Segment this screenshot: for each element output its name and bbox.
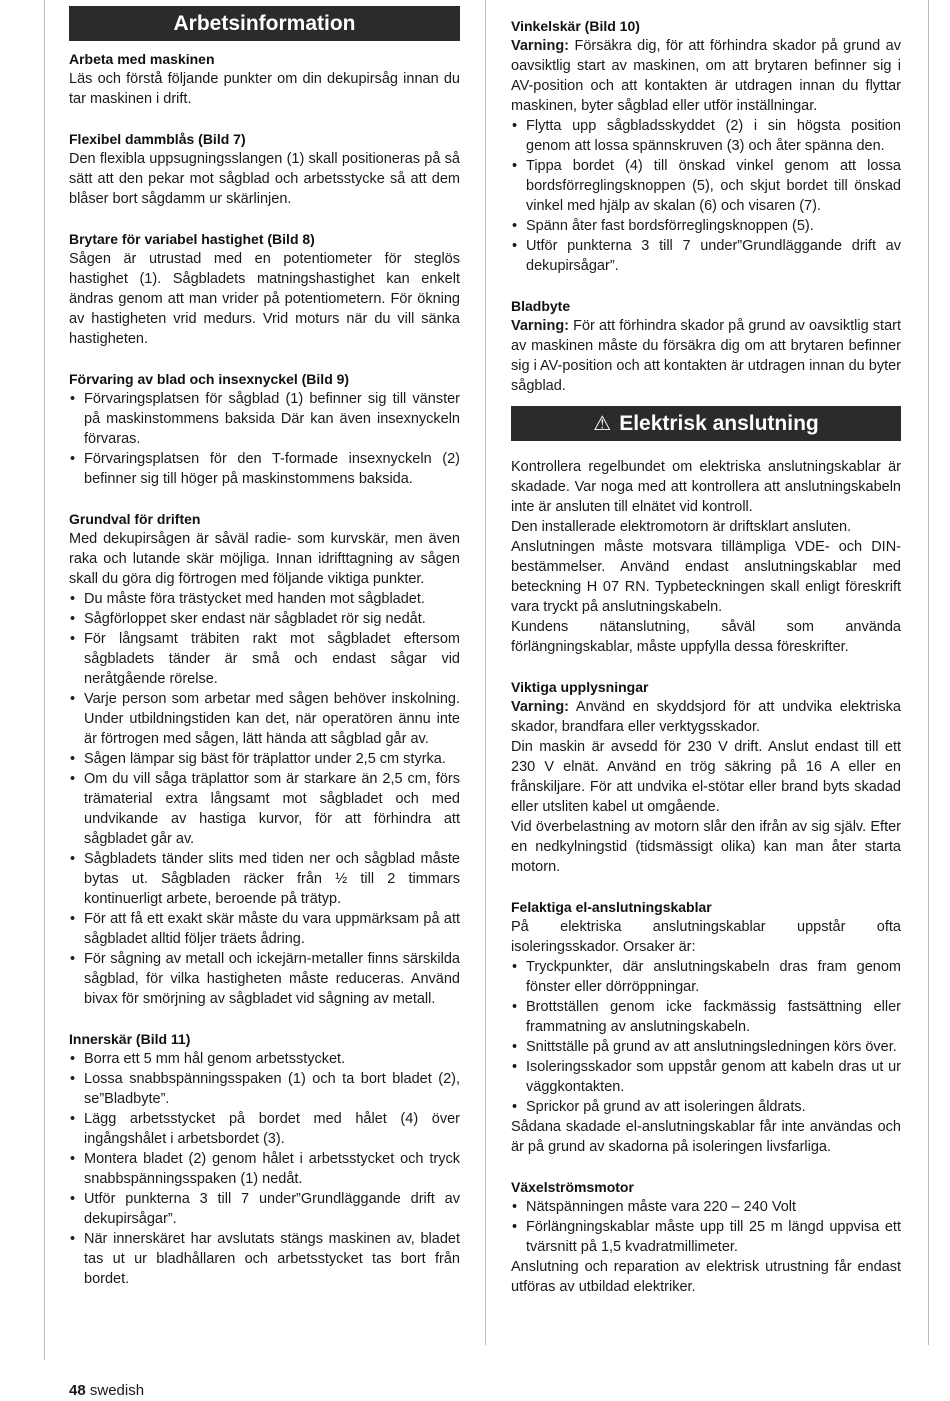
- section-felaktiga-kablar: [511, 897, 901, 1157]
- bullet-list: [511, 957, 901, 1117]
- list-item: • Lossa snabbspänningsspaken (1) och ta bort bladet (2), se”Bladbyte”.: [69, 1069, 460, 1109]
- paragraph: Med dekupirsågen är såväl radie- som kurvskär, men även raka och lutande skär möjliga. Innan idrifttagning av sågen skall du göra dig förtrogen med följande viktiga punkter.: [69, 531, 460, 587]
- warning-text: Använd en skyddsjord för att undvika elektriska skador, brandfara eller verktygsskador.: [511, 699, 901, 735]
- list-item: • Sågförloppet sker endast när sågbladet rör sig nedåt.: [69, 609, 460, 629]
- section-heading: Viktiga upplysningar: [511, 679, 649, 695]
- section-banner-arbetsinformation: [69, 6, 460, 41]
- list-item: • För långsamt träbiten rakt mot sågbladet eftersom sågbladets tänder är små och endast sågar vid neråtgående rörelse.: [69, 629, 460, 689]
- page-footer: [69, 1381, 144, 1401]
- paragraph: Sådana skadade el-anslutningskablar får inte användas och är på grund av skadorna på isoleringen livsfarliga.: [511, 1119, 901, 1155]
- section-heading: Flexibel dammblås (Bild 7): [69, 131, 246, 147]
- list-item: • Nätspänningen måste vara 220 – 240 Volt: [511, 1197, 901, 1217]
- section-banner-elektrisk-anslutning: [511, 406, 901, 441]
- paragraph: Kundens nätanslutning, såväl som använda förlängningskablar, måste uppfylla dessa föreskrifter.: [511, 619, 901, 655]
- bullet-list: [69, 589, 460, 1009]
- left-column: [69, 6, 460, 1289]
- list-item: • Förvaringsplatsen för sågblad (1) befinner sig till vänster på maskinstommens baksida Där kan även insexnyckeln förvaras.: [69, 389, 460, 449]
- warning-paragraph: [511, 36, 901, 116]
- section-heading: Innerskär (Bild 11): [69, 1031, 191, 1047]
- section-heading: Felaktiga el-anslutningskablar: [511, 899, 712, 915]
- left-margin-rule: [44, 0, 45, 1360]
- warning-label: Varning:: [511, 38, 570, 54]
- section-viktiga-upplysningar: [511, 677, 901, 877]
- bullet-list: [511, 116, 901, 276]
- list-item: • Sågbladets tänder slits med tiden ner och sågblad måste bytas ut. Sågbladen räcker från ½ till 2 timmars kontinuerligt arbete, beroende på trätyp.: [69, 849, 460, 909]
- paragraph: Anslutning och reparation av elektrisk utrustning får endast utföras av utbildad elektriker.: [511, 1259, 901, 1295]
- section-heading: Växelströmsmotor: [511, 1179, 634, 1195]
- list-item: • Montera bladet (2) genom hålet i arbetsstycket och tryck snabbspänningsspaken (1) nedåt.: [69, 1149, 460, 1189]
- list-item: • Tippa bordet (4) till önskad vinkel genom att lossa bordsförreglingsknoppen (5), och skjut bordet till önskad vinkel med hjälp av skalan (6) och visaren (7).: [511, 156, 901, 216]
- section-heading: Grundval för driften: [69, 511, 201, 527]
- list-item: • Utför punkterna 3 till 7 under”Grundläggande drift av dekupirsågar”.: [511, 236, 901, 276]
- paragraph: På elektriska anslutningskablar uppstår ofta isoleringsskador. Orsaker är:: [511, 919, 901, 955]
- section-brytare-variabel-hastighet: [69, 229, 460, 349]
- section-heading: Arbeta med maskinen: [69, 51, 215, 67]
- paragraph: Vid överbelastning av motorn slår den ifrån av sig själv. Efter en nedkylningstid (tidsmässigt olika) kan man åter starta motorn.: [511, 819, 901, 875]
- right-margin-rule: [928, 0, 929, 1345]
- warning-text: För att förhindra skador på grund av oavsiktlig start av maskinen måste du försäkra dig om att brytaren befinner sig i AV-position och att kontakten är utdragen innan du byter sågblad.: [511, 318, 901, 394]
- paragraph: Sågen är utrustad med en potentiometer för steglös hastighet (1). Sågbladets matningshastighet kan enkelt ändras genom att man vrider på potentiometern. För ökning av hastigheten vrid medurs. Vrid moturs när du vill sänka hastigheten.: [69, 251, 460, 347]
- warning-label: Varning:: [511, 318, 570, 334]
- section-heading: Vinkelskär (Bild 10): [511, 18, 640, 34]
- section-flexibel-dammblas: [69, 129, 460, 209]
- column-divider: [485, 0, 486, 1345]
- section-innerskar: [69, 1029, 460, 1289]
- right-column: [511, 6, 901, 1297]
- warning-paragraph: [511, 697, 901, 737]
- paragraph: Den installerade elektromotorn är driftsklart ansluten.: [511, 519, 852, 535]
- section-heading: Förvaring av blad och insexnyckel (Bild 9): [69, 371, 350, 387]
- list-item: • Varje person som arbetar med sågen behöver inskolning. Under utbildningstiden kan det, när operatören ännu inte är förtrogen med sågen, lätt hända att sågblad går av.: [69, 689, 460, 749]
- list-item: • Utför punkterna 3 till 7 under”Grundläggande drift av dekupirsågar”.: [69, 1189, 460, 1229]
- banner-title: Elektrisk anslutning: [619, 412, 819, 435]
- section-forvaring-blad: [69, 369, 460, 489]
- warning-paragraph: [511, 316, 901, 396]
- paragraph: Din maskin är avsedd för 230 V drift. Anslut endast till ett 230 V elnät. Använd en trög säkring på 16 A eller en frånskiljare. För att undvika el-stötar eller brand byts skadad eller utsliten kabel ut omgående.: [511, 739, 901, 815]
- list-item: • Sågen lämpar sig bäst för träplattor under 2,5 cm styrka.: [69, 749, 460, 769]
- list-item: • Lägg arbetsstycket på bordet med hålet (4) över ingångshålet i arbetsbordet (3).: [69, 1109, 460, 1149]
- list-item: • Förlängningskablar måste upp till 25 m längd uppvisa ett tvärsnitt på 1,5 kvadratmillimeter.: [511, 1217, 901, 1257]
- footer-language: swedish: [85, 1382, 145, 1399]
- bullet-list: [69, 1049, 460, 1289]
- list-item: • Spänn åter fast bordsförreglingsknoppen (5).: [511, 216, 901, 236]
- section-vinkelskar: [511, 16, 901, 276]
- section-heading: Bladbyte: [511, 298, 571, 314]
- paragraph: Läs och förstå följande punkter om din dekupirsåg innan du tar maskinen i drift.: [69, 71, 460, 107]
- paragraph: Kontrollera regelbundet om elektriska anslutningskablar är skadade. Var noga med att kontrollera att anslutningskabeln inte är ansluten till elnätet vid kontroll.: [511, 459, 901, 515]
- warning-triangle-icon: ⚠: [593, 413, 612, 435]
- list-item: • Borra ett 5 mm hål genom arbetsstycket.: [69, 1049, 460, 1069]
- list-item: • För sågning av metall och ickejärn-metaller finns särskilda sågblad, för vilka hastigheten måste reduceras. Använd bivax för smörjning av sågbladet vid sågning av metall.: [69, 949, 460, 1009]
- bullet-list: [69, 389, 460, 489]
- section-vaxelstromsmotor: [511, 1177, 901, 1297]
- section-elektrisk-intro: [511, 457, 901, 657]
- list-item: • Brottställen genom icke fackmässig fastsättning eller frammatning av anslutningskabeln.: [511, 997, 901, 1037]
- warning-label: Varning:: [511, 699, 570, 715]
- list-item: • Förvaringsplatsen för den T-formade insexnyckeln (2) befinner sig till höger på maskinstommens baksida.: [69, 449, 460, 489]
- paragraph: Anslutningen måste motsvara tillämpliga VDE- och DIN-bestämmelser. Använd endast anslutningskablar med beteckning H 07 RN. Typbeteckningen skall enligt föreskrift vara tryckt på anslutningskabeln.: [511, 539, 901, 615]
- section-grundval-driften: [69, 509, 460, 1009]
- list-item: • Sprickor på grund av att isoleringen åldrats.: [511, 1097, 901, 1117]
- list-item: • För att få ett exakt skär måste du vara uppmärksam på att sågbladet alltid följer träets ådring.: [69, 909, 460, 949]
- warning-text: Försäkra dig, för att förhindra skador på grund av oavsiktlig start av maskinen, om att brytaren befinner sig i AV-position och att kontakten är utdragen innan du flyttar maskinen, byter sågblad eller utför inställningar.: [511, 38, 901, 114]
- page-number: 48: [69, 1382, 86, 1399]
- paragraph: Den flexibla uppsugningsslangen (1) skall positioneras på så sätt att den pekar mot sågblad och arbetsstycke så att dem blåser bort sågdamm ur skärlinjen.: [69, 151, 460, 207]
- banner-title: Arbetsinformation: [173, 12, 356, 35]
- list-item: • Du måste föra trästycket med handen mot sågbladet.: [69, 589, 460, 609]
- section-bladbyte: [511, 296, 901, 396]
- list-item: • När innerskäret har avslutats stängs maskinen av, bladet tas ut ur bladhållaren och arbetsstycket tas bort från bordet.: [69, 1229, 460, 1289]
- bullet-list: [511, 1197, 901, 1257]
- section-arbeta-med-maskinen: [69, 49, 460, 109]
- section-heading: Brytare för variabel hastighet (Bild 8): [69, 231, 315, 247]
- list-item: • Tryckpunkter, där anslutningskabeln dras fram genom fönster eller dörröppningar.: [511, 957, 901, 997]
- list-item: • Om du vill såga träplattor som är starkare än 2,5 cm, förs trämaterial extra långsamt mot sågbladet och med undvikande av hastiga kurvor, för att förhindra att sågbladet går av.: [69, 769, 460, 849]
- list-item: • Flytta upp sågbladsskyddet (2) i sin högsta position genom att lossa spännskruven (3) och åter spänna den.: [511, 116, 901, 156]
- list-item: • Isoleringsskador som uppstår genom att kabeln dras ut ur väggkontakten.: [511, 1057, 901, 1097]
- list-item: • Snittställe på grund av att anslutningsledningen körs över.: [511, 1037, 901, 1057]
